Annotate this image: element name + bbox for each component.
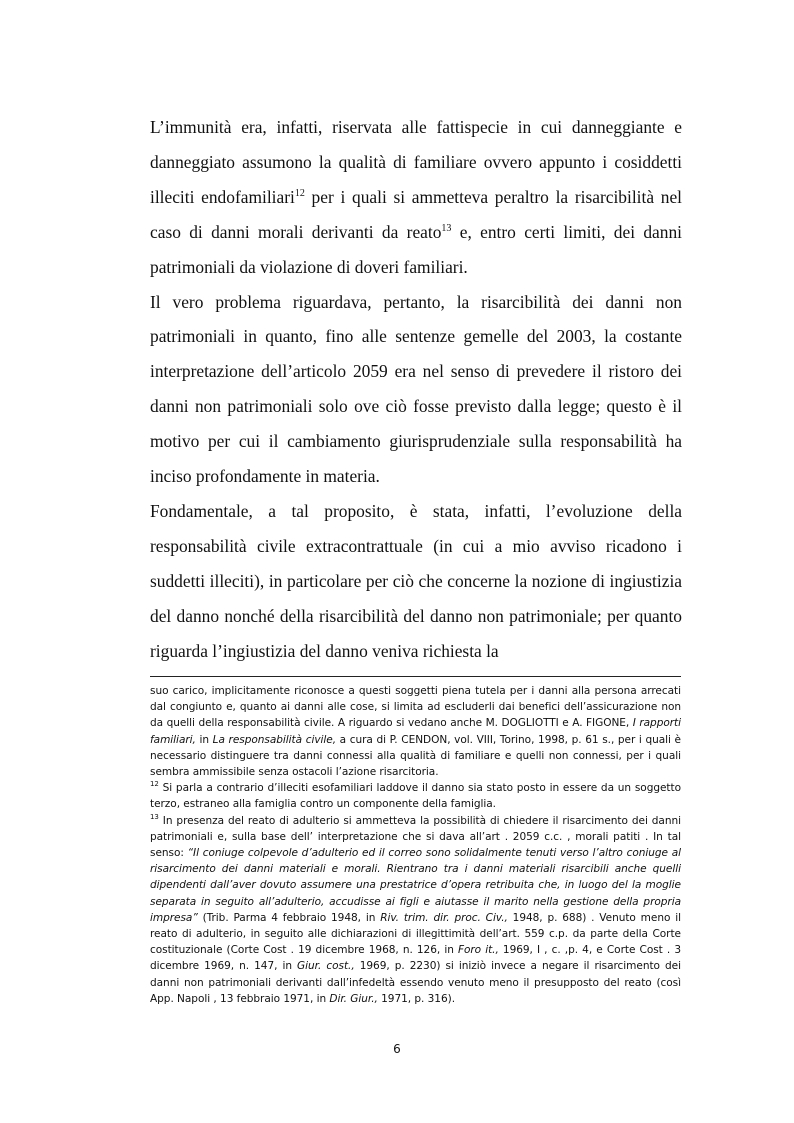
footnote-text: Si parla a contrario d’illeciti esofamiliari laddove il danno sia stato posto in essere da un soggetto terzo, estraneo alla famiglia contro un componente della famiglia. <box>150 782 681 811</box>
footnote-text: 1948, p. 688) . Venuto meno il reato di adulterio, in seguito alle dichiarazioni di illegittimità dell’art. 559 c.p. da parte della Corte costituzionale (Corte Cost . 19 dicembre 1968, n. 126, in <box>150 911 681 957</box>
footnote-separator <box>150 676 681 677</box>
paragraph-1-text-b: per i quali si ammetteva peraltro la risarcibilità nel caso di danni morali derivanti da reato <box>150 186 682 242</box>
footnote-ref-12[interactable]: 12 <box>294 187 305 199</box>
paragraph-1-text-c: e, entro certi limiti, dei danni patrimoniali da violazione di doveri familiari. <box>150 221 682 277</box>
footnote-italic: Foro it., <box>457 944 499 957</box>
body-text <box>150 110 682 669</box>
footnote-text: 1971, p. 316). <box>377 992 455 1005</box>
footnote-italic: Dir. Giur., <box>329 992 378 1005</box>
paragraph-2: Il vero problema riguardava, pertanto, la risarcibilità dei danni non patrimoniali in quanto, fino alle sentenze gemelle del 2003, la costante interpretazione dell’articolo 2059 era nel senso di prevedere il ristoro dei danni non patrimoniali solo ove ciò fosse previsto dalla legge; questo è il motivo per cui il cambiamento giurisprudenziale sulla responsabilità ha inciso profondamente in materia. <box>150 291 682 487</box>
footnote-italic: Riv. trim. dir. proc. Civ., <box>380 911 508 924</box>
footnote-text: a cura di P. CENDON, vol. VIII, Torino, 1998, p. 61 s., per i quali è necessario distinguere tra danni connessi alla qualità di familiare e quelli non connessi, per i quali sembra ammissibile senza ostacoli l’azione risarcitoria. <box>150 733 681 779</box>
page-number: 6 <box>393 1042 401 1056</box>
paragraph-3: Fondamentale, a tal proposito, è stata, infatti, l’evoluzione della responsabilità civile extracontrattuale (in cui a mio avviso ricadono i suddetti illeciti), in particolare per ciò che concerne la nozione di ingiustizia del danno nonché della risarcibilità del danno non patrimoniale; per quanto riguarda l’ingiustizia del danno veniva richiesta la <box>150 500 682 661</box>
footnote-number: 12 <box>150 780 159 789</box>
footnote-italic: I rapporti familiari, <box>150 717 681 746</box>
footnote-text: in <box>195 733 213 746</box>
footnote-continuation <box>150 683 681 780</box>
footnote-ref-13[interactable]: 13 <box>441 222 452 234</box>
footnote-text: 1969, p. 2230) si iniziò invece a negare il risarcimento dei danni non patrimoniali derivanti dall’infedeltà essendo venuto meno il presupposto del reato (così App. Napoli , 13 febbraio 1971, in <box>150 960 681 1005</box>
paragraph-1 <box>150 110 682 285</box>
footnote-quote: “Il coniuge colpevole d’adulterio ed il correo sono solidalmente tenuti verso l’altro coniuge al risarcimento dei danni materiali e morali. Rientrano tra i danni materiali risarcibili anche quelli dipendenti dall’aver dovuto assumere una prestatrice d’opera retribuita che, in luogo del la moglie separata in seguito all’adulterio, accudisse ai figli e aiutasse il marito nella gestione della propria impresa” <box>150 847 682 924</box>
footnote-text: 1969, I , c. ,p. 4, e Corte Cost . 3 dicembre 1969, n. 147, in <box>150 944 681 973</box>
footnote-text: In presenza del reato di adulterio si ammetteva la possibilità di chiedere il risarcimento dei danni patrimoniali e, sulla base dell’ interpretazione che si dava all’art . 2059 c.c. , morali patiti . In tal senso: <box>150 814 681 860</box>
footnote-text: (Trib. Parma 4 febbraio 1948, in <box>197 911 381 924</box>
footnotes <box>150 683 681 1007</box>
paragraph-1-text-a: L’immunità era, infatti, riservata alle fattispecie in cui danneggiante e danneggiato assumono la qualità di familiare ovvero appunto i cosiddetti illeciti endofamiliari <box>150 117 682 207</box>
footnote-number: 13 <box>150 812 159 821</box>
footnote-13 <box>150 813 681 1007</box>
footnote-12 <box>150 780 681 812</box>
footnote-italic: Giur. cost., <box>297 960 355 973</box>
footnote-italic: La responsabilità civile, <box>212 733 337 746</box>
footnote-text: suo carico, implicitamente riconosce a questi soggetti piena tutela per i danni alla persona arrecati dal congiunto e, quanto ai danni alle cose, si limita ad escluderli dai benefici dell’assicurazione non da quelli della responsabilità civile. A riguardo si vedano anche M. DOGLIOTTI e A. FIGONE, <box>150 685 681 730</box>
